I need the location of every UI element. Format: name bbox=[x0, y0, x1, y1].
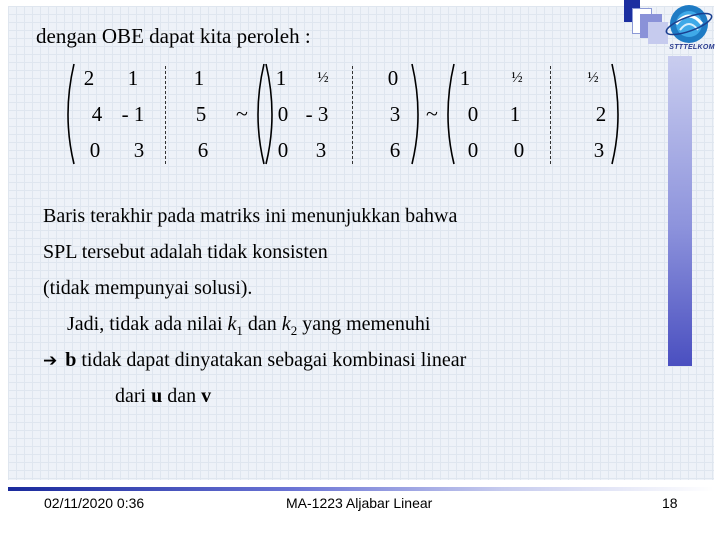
text-line bbox=[43, 306, 466, 342]
matrix-cell: ½ bbox=[511, 70, 523, 86]
vector-u: u bbox=[151, 385, 163, 407]
footer-divider bbox=[8, 487, 714, 491]
vector-b: b bbox=[65, 349, 77, 371]
matrix-reduction bbox=[60, 60, 630, 170]
text-span: dari bbox=[115, 385, 152, 407]
matrix-cell: 5 bbox=[195, 102, 207, 126]
subscript: 2 bbox=[290, 323, 298, 338]
row-equivalent-symbol: ~ bbox=[426, 101, 438, 126]
matrix-cell: 0 bbox=[513, 138, 525, 162]
matrix-cell: 3 bbox=[389, 102, 401, 126]
arrow-right-icon: ➔ bbox=[43, 351, 58, 371]
matrix-cell: 6 bbox=[389, 138, 401, 162]
text-line: (tidak mempunyai solusi). bbox=[43, 277, 253, 299]
matrix-cell: 4 bbox=[91, 102, 103, 126]
footer-date: 02/11/2020 0:36 bbox=[44, 495, 145, 511]
text-line bbox=[43, 378, 466, 414]
augment-divider bbox=[550, 66, 551, 164]
augment-divider bbox=[352, 66, 353, 164]
matrix-cell: 0 bbox=[277, 102, 289, 126]
matrix-cell: 0 bbox=[277, 138, 289, 162]
matrix-cell: 2 bbox=[595, 102, 607, 126]
matrix-cell: 0 bbox=[467, 102, 479, 126]
vector-v: v bbox=[201, 385, 212, 407]
side-decor-strip bbox=[668, 56, 692, 366]
text-span: tidak dapat dinyatakan sebagai kombinasi linear bbox=[76, 349, 467, 371]
text-span: dan bbox=[162, 385, 202, 407]
logo-text: STTTELKOM bbox=[669, 44, 715, 51]
matrix-cell: 1 bbox=[459, 66, 471, 90]
slide-title: dengan OBE dapat kita peroleh : bbox=[36, 24, 311, 48]
matrix-cell: 0 bbox=[387, 66, 399, 90]
matrix-cell: 6 bbox=[197, 138, 209, 162]
matrix-cell: 3 bbox=[133, 138, 145, 162]
matrix-cell: 3 bbox=[315, 138, 327, 162]
matrix-cell: 1 bbox=[275, 66, 287, 90]
footer-course: MA-1223 Aljabar Linear bbox=[286, 495, 433, 511]
matrix-cell: ½ bbox=[317, 70, 329, 86]
variable-k1: k bbox=[227, 313, 237, 335]
matrix-cell: ½ bbox=[587, 70, 599, 86]
text-span: dan bbox=[242, 313, 282, 335]
matrix-cell: 1 bbox=[193, 66, 205, 90]
augment-divider bbox=[165, 66, 166, 164]
matrix-cell: - 1 bbox=[121, 102, 145, 126]
variable-k2: k bbox=[281, 313, 291, 335]
row-equivalent-symbol: ~ bbox=[236, 101, 248, 126]
subscript: 1 bbox=[236, 323, 243, 338]
matrix-cell: 1 bbox=[127, 66, 139, 90]
matrix-cell: 3 bbox=[593, 138, 605, 162]
matrix-cell: - 3 bbox=[305, 102, 329, 126]
matrix-cell: 1 bbox=[509, 102, 521, 126]
explanation-text bbox=[43, 198, 466, 414]
matrix-cell: 0 bbox=[89, 138, 101, 162]
text-line bbox=[43, 342, 466, 378]
matrix-cell: 2 bbox=[83, 66, 95, 90]
text-span: yang memenuhi bbox=[297, 313, 431, 335]
footer-page-number: 18 bbox=[662, 495, 678, 511]
matrix-cell: 0 bbox=[467, 138, 479, 162]
text-span: Jadi, tidak ada nilai bbox=[67, 313, 228, 335]
text-line: SPL tersebut adalah tidak konsisten bbox=[43, 241, 328, 263]
text-line: Baris terakhir pada matriks ini menunjukkan bahwa bbox=[43, 205, 458, 227]
